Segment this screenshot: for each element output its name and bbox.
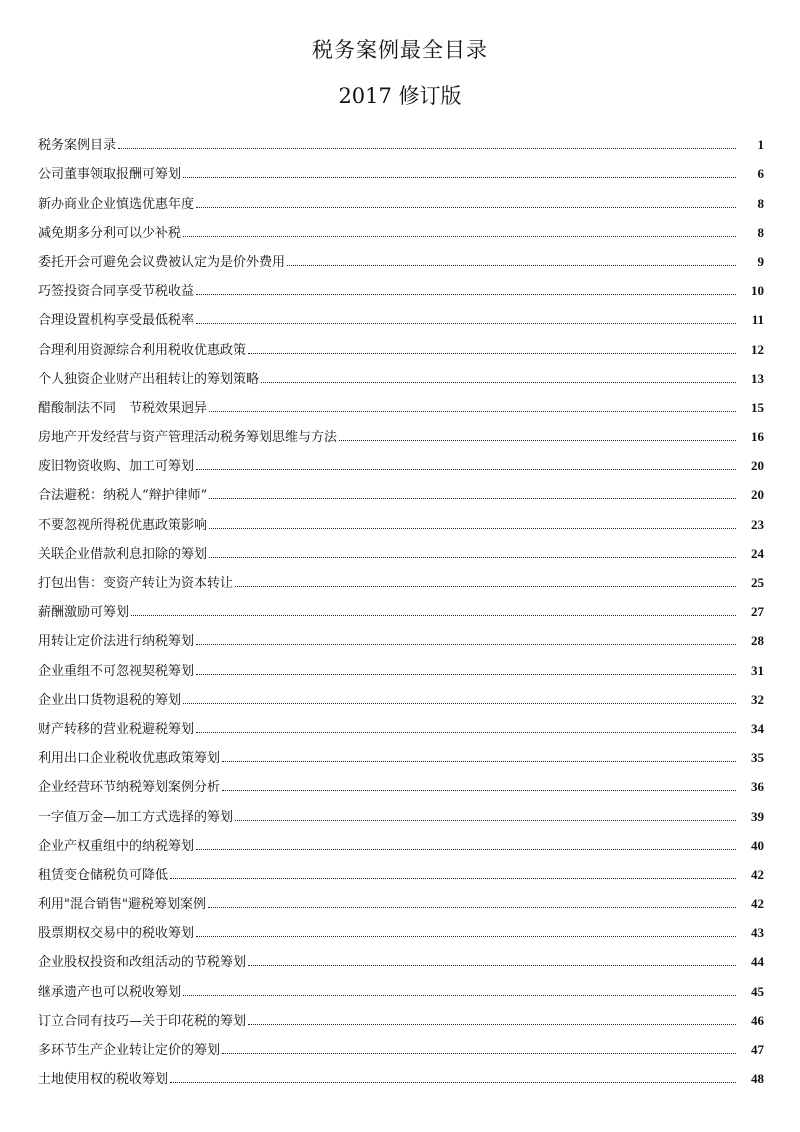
toc-page-number[interactable]: 23 <box>751 516 764 532</box>
toc-dot-leader <box>235 820 736 821</box>
toc-page-number[interactable]: 35 <box>751 750 764 766</box>
toc-entry-title[interactable]: 个人独资企业财产出租转让的筹划策略 <box>38 371 260 387</box>
toc-dot-leader <box>183 703 736 704</box>
toc-dot-leader <box>248 1024 736 1025</box>
toc-entry[interactable] <box>38 445 764 474</box>
document-title: 税务案例最全目录 <box>312 38 488 62</box>
toc-page-number[interactable]: 11 <box>751 312 764 328</box>
toc-entry-title[interactable]: 企业经营环节纳税筹划案例分析 <box>38 780 221 796</box>
toc-page-number[interactable]: 13 <box>751 370 764 386</box>
toc-page-number[interactable]: 27 <box>751 604 764 620</box>
toc-entry[interactable] <box>38 854 764 883</box>
toc-page-number[interactable]: 39 <box>751 808 764 824</box>
toc-entry-title[interactable]: 醋酸制法不同 节税效果迥异 <box>38 400 208 416</box>
toc-entry[interactable] <box>38 328 764 357</box>
toc-dot-leader <box>222 790 736 791</box>
toc-entry-title[interactable]: 用转让定价法进行纳税筹划 <box>38 634 195 650</box>
toc-dot-leader <box>209 411 736 412</box>
toc-entry[interactable] <box>38 474 764 503</box>
toc-page-number[interactable]: 1 <box>757 137 764 153</box>
toc-dot-leader <box>196 207 736 208</box>
toc-entry-title[interactable]: 企业重组不可忽视契税筹划 <box>38 663 195 679</box>
toc-entry[interactable] <box>38 883 764 912</box>
toc-entry[interactable] <box>38 795 764 824</box>
toc-entry-title[interactable]: 租赁变仓储税负可降低 <box>38 867 169 883</box>
document-subtitle: 2017 修订版 <box>338 84 462 108</box>
toc-entry[interactable] <box>38 708 764 737</box>
toc-dot-leader <box>170 878 736 879</box>
toc-entry[interactable] <box>38 1029 764 1058</box>
toc-entry-title[interactable]: 不要忽视所得税优惠政策影响 <box>38 517 208 533</box>
toc-entry[interactable] <box>38 124 764 153</box>
toc-page-number[interactable]: 28 <box>751 633 764 649</box>
toc-entry-title[interactable]: 企业出口货物退税的筹划 <box>38 692 182 708</box>
toc-entry-title[interactable]: 股票期权交易中的税收筹划 <box>38 926 195 942</box>
toc-entry[interactable] <box>38 825 764 854</box>
toc-dot-leader <box>196 294 736 295</box>
toc-entry[interactable] <box>38 737 764 766</box>
toc-dot-leader <box>196 732 736 733</box>
toc-entry-title[interactable]: 委托开会可避免会议费被认定为是价外费用 <box>38 254 286 270</box>
toc-page-number[interactable]: 12 <box>751 341 764 357</box>
toc-entry[interactable] <box>38 941 764 970</box>
toc-dot-leader <box>183 995 736 996</box>
toc-dot-leader <box>196 469 736 470</box>
toc-dot-leader <box>209 557 736 558</box>
toc-entry-title[interactable]: 关联企业借款利息扣除的筹划 <box>38 546 208 562</box>
toc-dot-leader <box>196 644 736 645</box>
toc-entry[interactable] <box>38 212 764 241</box>
toc-dot-leader <box>208 907 736 908</box>
toc-page-number[interactable]: 46 <box>751 1012 764 1028</box>
toc-page-number[interactable]: 24 <box>751 545 764 561</box>
toc-entry-title[interactable]: 一字值万金—加工方式选择的筹划 <box>38 809 234 825</box>
table-of-contents <box>38 124 764 1087</box>
toc-entry[interactable] <box>38 970 764 999</box>
toc-entry-title[interactable]: 利用"混合销售"避税筹划案例 <box>38 897 206 913</box>
toc-entry-title[interactable]: 多环节生产企业转让定价的筹划 <box>38 1043 221 1058</box>
toc-dot-leader <box>196 323 736 324</box>
toc-entry-title[interactable]: 税务案例目录 <box>38 138 117 154</box>
toc-entry[interactable] <box>38 416 764 445</box>
toc-dot-leader <box>222 1053 736 1054</box>
toc-entry[interactable] <box>38 503 764 532</box>
toc-page-number[interactable]: 45 <box>751 983 764 999</box>
toc-page-number[interactable]: 8 <box>757 195 764 211</box>
toc-entry-title[interactable]: 新办商业企业慎选优惠年度 <box>38 196 195 212</box>
toc-dot-leader <box>209 528 736 529</box>
toc-dot-leader <box>118 148 736 149</box>
toc-page-number[interactable]: 36 <box>751 779 764 795</box>
toc-entry-title[interactable]: 企业股权投资和改组活动的节税筹划 <box>38 955 247 971</box>
toc-entry-title[interactable]: 企业产权重组中的纳税筹划 <box>38 838 195 854</box>
toc-entry[interactable] <box>38 912 764 941</box>
toc-dot-leader <box>235 586 736 587</box>
toc-dot-leader <box>339 440 736 441</box>
toc-entry-title[interactable]: 巧签投资合同享受节税收益 <box>38 284 195 300</box>
toc-entry[interactable] <box>38 299 764 328</box>
toc-entry-title[interactable]: 合理利用资源综合利用税收优惠政策 <box>38 342 247 358</box>
toc-entry[interactable] <box>38 1058 764 1087</box>
toc-entry-title[interactable]: 打包出售：变资产转让为资本转让 <box>38 576 234 591</box>
toc-entry[interactable] <box>38 679 764 708</box>
toc-page-number[interactable]: 34 <box>751 720 764 736</box>
toc-entry-title[interactable]: 土地使用权的税收筹划 <box>38 1072 169 1088</box>
toc-entry-title[interactable]: 废旧物资收购、加工可筹划 <box>38 459 195 475</box>
toc-entry-title[interactable]: 房地产开发经营与资产管理活动税务筹划思维与方法 <box>38 430 338 446</box>
toc-entry-title[interactable]: 减免期多分利可以少补税 <box>38 225 182 241</box>
toc-entry[interactable] <box>38 182 764 211</box>
toc-entry-title[interactable]: 订立合同有技巧—关于印花税的筹划 <box>38 1013 247 1029</box>
toc-dot-leader <box>131 615 736 616</box>
toc-page-number[interactable]: 20 <box>751 458 764 474</box>
toc-dot-leader <box>170 1082 736 1083</box>
toc-dot-leader <box>222 761 736 762</box>
toc-entry[interactable] <box>38 766 764 795</box>
toc-entry-title[interactable]: 合理设置机构享受最低税率 <box>38 313 195 329</box>
toc-dot-leader <box>196 936 736 937</box>
toc-page-number[interactable]: 20 <box>751 487 764 503</box>
toc-page-number[interactable]: 44 <box>751 954 764 970</box>
toc-dot-leader <box>196 674 736 675</box>
toc-dot-leader <box>248 965 736 966</box>
toc-page-number[interactable]: 40 <box>751 837 764 853</box>
toc-entry-title[interactable]: 薪酬激励可筹划 <box>38 605 130 621</box>
toc-page-number[interactable]: 10 <box>751 283 764 299</box>
toc-page-number[interactable]: 6 <box>757 166 764 182</box>
toc-entry[interactable] <box>38 562 764 591</box>
toc-entry[interactable] <box>38 591 764 620</box>
toc-entry-title[interactable]: 合法避税：纳税人“辩护律师” <box>38 488 208 504</box>
toc-page-number[interactable]: 32 <box>751 691 764 707</box>
toc-dot-leader <box>196 849 736 850</box>
toc-page-number[interactable]: 42 <box>751 866 764 882</box>
toc-page-number[interactable]: 9 <box>757 253 764 269</box>
toc-dot-leader <box>209 498 736 499</box>
toc-page-number[interactable]: 42 <box>751 896 764 912</box>
toc-entry[interactable] <box>38 649 764 678</box>
toc-entry-title[interactable]: 继承遗产也可以税收筹划 <box>38 984 182 1000</box>
toc-entry[interactable] <box>38 620 764 649</box>
toc-entry-title[interactable]: 公司董事领取报酬可筹划 <box>38 167 182 183</box>
toc-entry-title[interactable]: 财产转移的营业税避税筹划 <box>38 721 195 737</box>
toc-dot-leader <box>183 236 736 237</box>
toc-entry[interactable] <box>38 270 764 299</box>
toc-page-number[interactable]: 43 <box>751 925 764 941</box>
toc-entry[interactable] <box>38 358 764 387</box>
toc-page-number[interactable]: 25 <box>751 575 764 590</box>
toc-dot-leader <box>261 382 736 383</box>
toc-dot-leader <box>183 177 736 178</box>
toc-page-number[interactable]: 47 <box>751 1042 764 1057</box>
toc-page-number[interactable]: 16 <box>751 429 764 445</box>
toc-entry[interactable] <box>38 533 764 562</box>
toc-page-number[interactable]: 48 <box>751 1071 764 1087</box>
toc-page-number[interactable]: 8 <box>757 224 764 240</box>
toc-entry[interactable] <box>38 153 764 182</box>
toc-entry-title[interactable]: 利用出口企业税收优惠政策筹划 <box>38 751 221 767</box>
toc-page-number[interactable]: 15 <box>751 399 764 415</box>
toc-entry[interactable] <box>38 387 764 416</box>
toc-entry[interactable] <box>38 241 764 270</box>
toc-dot-leader <box>287 265 736 266</box>
toc-entry[interactable] <box>38 1000 764 1029</box>
toc-dot-leader <box>248 353 736 354</box>
toc-page-number[interactable]: 31 <box>751 662 764 678</box>
